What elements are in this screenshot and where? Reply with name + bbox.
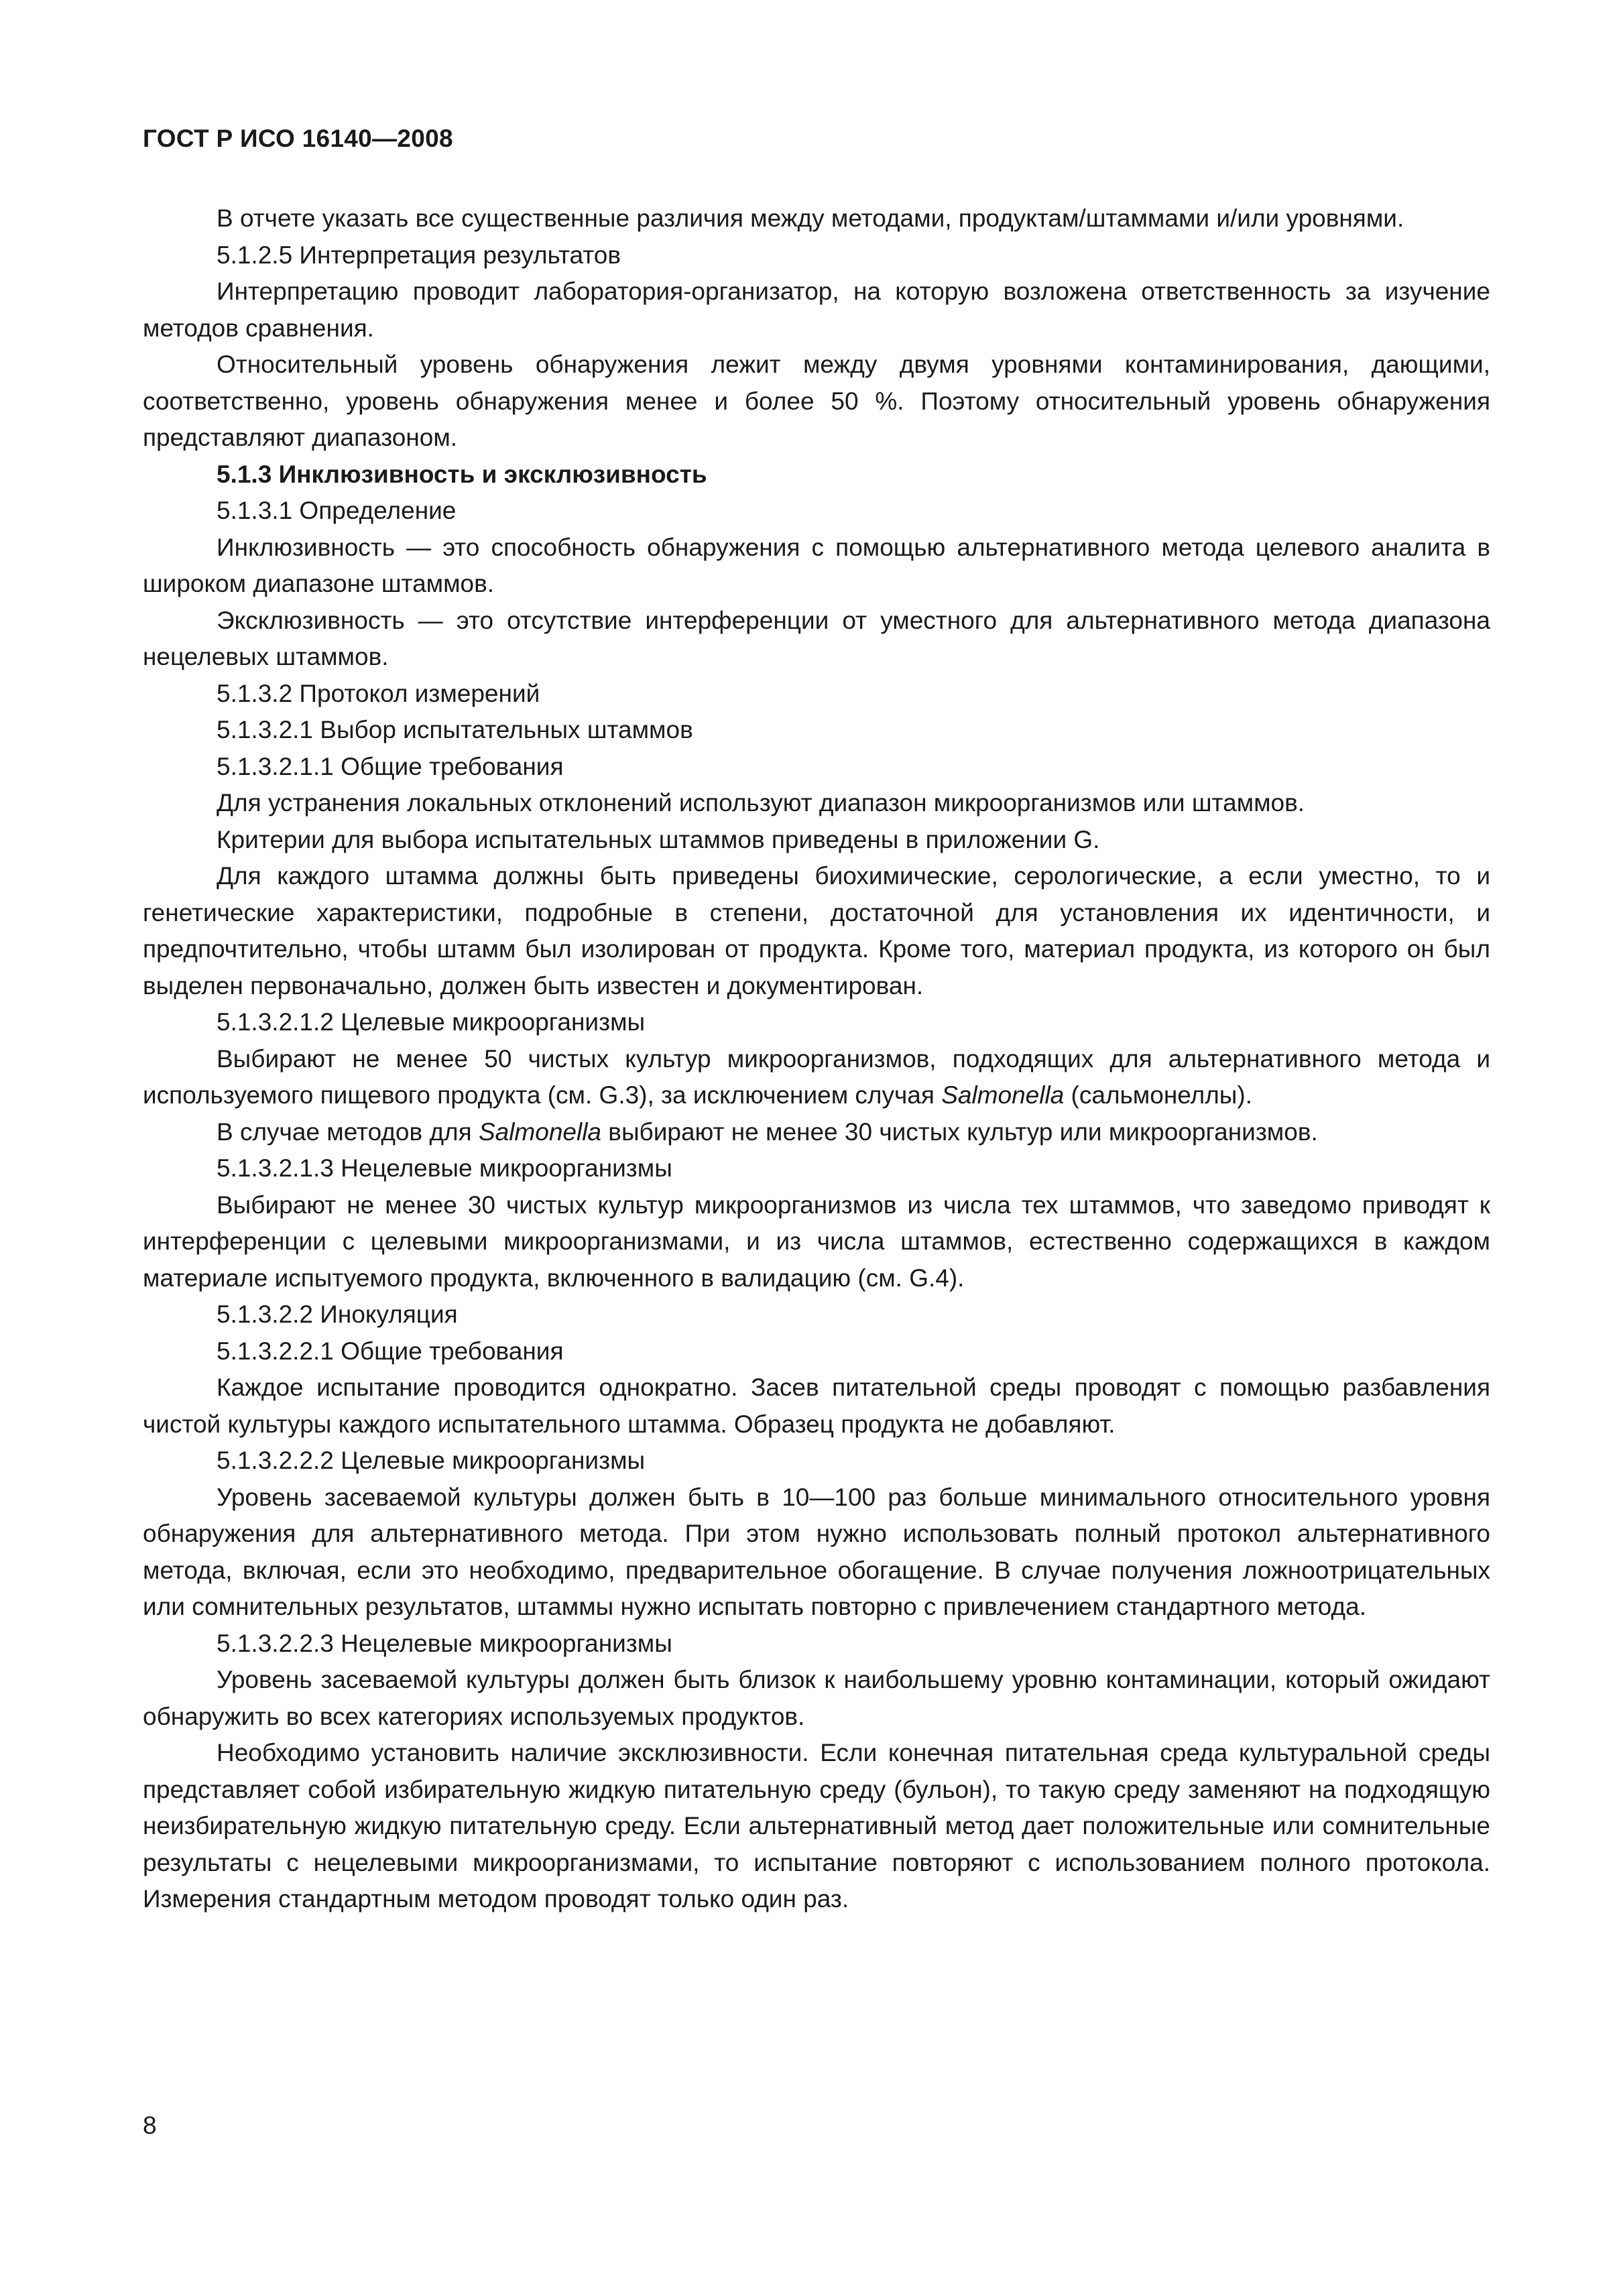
paragraph-local-deviations: Для устранения локальных отклонений используют диапазон микроорганизмов или штаммов. [217, 789, 1305, 817]
paragraph-nontarget-30-cultures: Выбирают не менее 30 чистых культур микроорганизмов из числа тех штаммов, что заведомо приводят к интерференции с целевыми микроорганизмами, и из числа штаммов, естественно содержащихся в каждом материале испытуемого продукта, включенного в валидацию (см. G.4). [143, 1191, 1490, 1292]
paragraph-selection-criteria: Критерии для выбора испытательных штаммов приведены в приложении G. [217, 825, 1100, 853]
section-5-1-3-2-heading: 5.1.3.2 Протокол измерений [217, 679, 540, 707]
italic-species-name: Salmonella [941, 1081, 1065, 1109]
paragraph-exclusivity-definition: Эксклюзивность — это отсутствие интерференции от уместного для альтернативного метода диапазона нецелевых штаммов. [143, 606, 1490, 670]
section-5-1-3-2-1-1-heading: 5.1.3.2.1.1 Общие требования [217, 752, 564, 780]
section-5-1-3-1-heading: 5.1.3.1 Определение [217, 497, 457, 524]
section-5-1-3-2-2-1-heading: 5.1.3.2.2.1 Общие требования [217, 1337, 564, 1365]
page-number: 8 [143, 2112, 157, 2139]
paragraph-inoculum-level-nontarget: Уровень засеваемой культуры должен быть близок к наибольшему уровню контаминации, который ожидают обнаружить во всех категориях используемых продуктов. [143, 1666, 1490, 1730]
section-5-1-3-2-1-2-heading: 5.1.3.2.1.2 Целевые микроорганизмы [217, 1008, 646, 1036]
text-segment: выбирают не менее 30 чистых культур или микроорганизмов. [601, 1117, 1318, 1146]
document-body [143, 200, 1490, 1918]
section-5-1-3-2-2-2-heading: 5.1.3.2.2.2 Целевые микроорганизмы [217, 1447, 646, 1474]
section-5-1-3-2-1-heading: 5.1.3.2.1 Выбор испытательных штаммов [217, 716, 693, 743]
paragraph-single-test: Каждое испытание проводится однократно. Засев питательной среды проводят с помощью разбавления чистой культуры каждого испытательного штамма. Образец продукта не добавляют. [143, 1374, 1490, 1438]
paragraph-inclusivity-definition: Инклюзивность — это способность обнаружения с помощью альтернативного метода целевого аналита в широком диапазоне штаммов. [143, 533, 1490, 597]
section-5-1-3-2-1-3-heading: 5.1.3.2.1.3 Нецелевые микроорганизмы [217, 1154, 672, 1182]
paragraph-target-50-cultures [143, 1041, 1490, 1114]
section-5-1-2-5-heading: 5.1.2.5 Интерпретация результатов [217, 241, 621, 269]
paragraph-inoculum-level-target: Уровень засеваемой культуры должен быть в 10—100 раз больше минимального относительного уровня обнаружения для альтернативного метода. При этом нужно использовать полный протокол альтернативного метода, включая, если это необходимо, предварительное обогащение. В случае получения ложноотрицательных или сомнительных результатов, штаммы нужно испытать повторно с привлечением стандартного метода. [143, 1483, 1490, 1620]
text-segment: В случае методов для [217, 1117, 479, 1146]
section-5-1-3-heading: 5.1.3 Инклюзивность и эксклюзивность [217, 460, 707, 488]
text-segment: (сальмонеллы). [1064, 1081, 1252, 1109]
paragraph-strain-characteristics: Для каждого штамма должны быть приведены биохимические, серологические, а если уместно, то и генетические характеристики, подробные в степени, достаточной для установления их идентичности, и предпочтительно, чтобы штамм был изолирован от продукта. Кроме того, материал продукта, из которого он был выделен первоначально, должен быть известен и документирован. [143, 862, 1490, 1000]
paragraph-relative-detection-level: Относительный уровень обнаружения лежит между двумя уровнями контаминирования, дающими, соответственно, уровень обнаружения менее и более 50 %. Поэтому относительный уровень обнаружения представляют диапазоном. [143, 351, 1490, 451]
paragraph-interpretation: Интерпретацию проводит лаборатория-организатор, на которую возложена ответственность за изучение методов сравнения. [143, 278, 1490, 342]
paragraph-salmonella-30-cultures [143, 1114, 1490, 1151]
text-segment: Выбирают не менее 50 чистых культур микроорганизмов, подходящих для альтернативного метода и используемого пищевого продукта (см. G.3), за исключением случая [143, 1044, 1490, 1109]
italic-species-name: Salmonella [478, 1117, 602, 1146]
paragraph-exclusivity-check: Необходимо установить наличие эксклюзивности. Если конечная питательная среда культуральной среды представляет собой избирательную жидкую питательную среду (бульон), то такую среду заменяют на подходящую неизбирательную жидкую питательную среду. Если альтернативный метод дает положительные или сомнительные результаты с нецелевыми микроорганизмами, то испытание повторяют с использованием полного протокола. Измерения стандартным методом проводят только один раз. [143, 1739, 1490, 1913]
section-5-1-3-2-2-3-heading: 5.1.3.2.2.3 Нецелевые микроорганизмы [217, 1629, 672, 1657]
paragraph-report-differences: В отчете указать все существенные различия между методами, продуктам/штаммами и/или уровнями. [217, 204, 1404, 232]
section-5-1-3-2-2-heading: 5.1.3.2.2 Инокуляция [217, 1301, 458, 1328]
document-code-header: ГОСТ Р ИСО 16140—2008 [143, 125, 453, 152]
